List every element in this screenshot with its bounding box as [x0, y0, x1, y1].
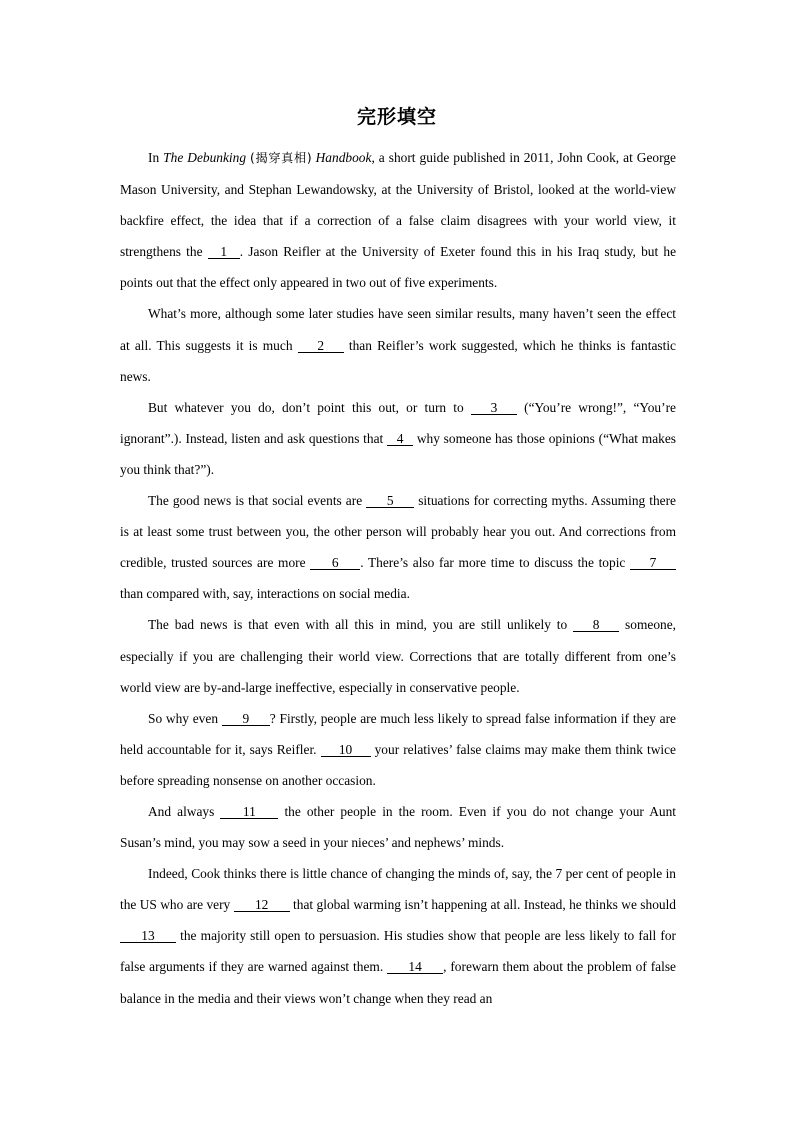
page-title: 完形填空: [356, 106, 437, 128]
text: . Jason Reifler at the University of Exeter found this in his Iraq study, but he points out that the effect only appeared in two out of five experiments.: [120, 244, 677, 291]
text: than Reifler’s work suggested, which he thinks is fantastic news.: [120, 337, 677, 384]
blank-7[interactable]: 7: [630, 556, 676, 570]
paragraph-3: [120, 392, 676, 485]
blank-9[interactable]: 9: [222, 712, 270, 726]
text: (“You’re wrong!”, “You’re ignorant”.). Instead, listen and ask questions that: [120, 399, 676, 446]
book-title: Handbook: [315, 150, 372, 165]
blank-1[interactable]: 1: [208, 245, 240, 259]
blank-10[interactable]: 10: [321, 743, 371, 757]
text: , forewarn them about the problem of false balance in the media and their views won’t change when they read an: [120, 959, 677, 1006]
blank-4[interactable]: 4: [387, 432, 413, 446]
paragraph-2: [120, 298, 676, 391]
text: situations for correcting myths. Assuming there is at least some trust between you, the other person will probably hear you out. And corrections from credible, trusted sources are more: [120, 493, 677, 571]
blank-3[interactable]: 3: [471, 401, 517, 415]
text: someone, especially if you are challenging their world view. Corrections that are totally different from one’s world view are by-and-large ineffective, especially in conservative people.: [120, 617, 676, 695]
blank-12[interactable]: 12: [234, 898, 290, 912]
text: The bad news is that even with all this in mind, you are still unlikely to: [148, 617, 574, 633]
text: your relatives’ false claims may make them think twice before spreading nonsense on another occasion.: [120, 741, 676, 788]
blank-5[interactable]: 5: [366, 494, 414, 508]
book-title: The Debunking: [163, 150, 247, 165]
blank-13[interactable]: 13: [120, 929, 176, 943]
blank-6[interactable]: 6: [310, 556, 360, 570]
text: the majority still open to persuasion. His studies show that people are less likely to fall for false arguments if they are warned against them.: [120, 928, 676, 975]
chinese-gloss: (揭穿真相): [250, 151, 312, 165]
paragraph-7: [120, 796, 676, 858]
paragraph-1: [120, 142, 676, 298]
text: , a short guide published in 2011, John Cook, at George Mason University, and Stephan Lewandowsky, at the University of Bristol, looked at the world-view backfire effect, the idea that if a correction of a false claim disagrees with your world view, it strengthens the: [120, 150, 676, 260]
text: than compared with, say, interactions on social media.: [120, 586, 410, 602]
text: But whatever you do, don’t point this out, or turn to: [148, 399, 471, 415]
text: And always: [148, 803, 221, 819]
text: Indeed, Cook thinks there is little chance of changing the minds of, say, the 7 per cent of people in the US who are very: [120, 866, 676, 913]
paragraph-8: [120, 858, 676, 1013]
blank-2[interactable]: 2: [298, 339, 344, 353]
blank-11[interactable]: 11: [220, 805, 278, 819]
text: So why even: [148, 710, 222, 726]
text: In: [148, 150, 164, 165]
paragraph-4: [120, 485, 676, 609]
text: ? Firstly, people are much less likely to spread false information if they are held accountable for it, says Reifler.: [120, 710, 676, 757]
text: . There’s also far more time to discuss the topic: [360, 555, 631, 571]
text: The good news is that social events are: [148, 493, 367, 509]
text: why someone has those opinions (“What makes you think that?”).: [120, 430, 676, 477]
text: the other people in the room. Even if you do not change your Aunt Susan’s mind, you may sow a seed in your nieces’ and nephews’ minds.: [120, 803, 676, 851]
blank-14[interactable]: 14: [387, 960, 443, 974]
text: What’s more, although some later studies have seen similar results, many haven’t seen the effect at all. This suggests it is much: [120, 306, 676, 353]
passage: [120, 142, 676, 1014]
paragraph-5: [120, 609, 676, 702]
paragraph-6: [120, 703, 676, 796]
blank-8[interactable]: 8: [573, 618, 619, 632]
text: that global warming isn’t happening at all. Instead, he thinks we should: [289, 897, 676, 913]
